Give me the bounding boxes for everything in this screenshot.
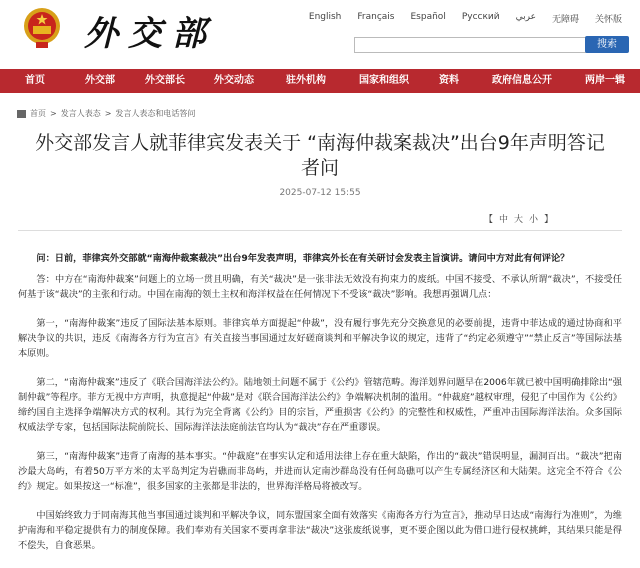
font-size-medium-button[interactable]: 中 — [499, 215, 509, 225]
language-bar — [301, 12, 630, 25]
accessibility-link[interactable]: 无障碍 — [551, 15, 579, 25]
nav-item-minister[interactable]: 外交部长 — [145, 75, 185, 86]
lang-russian-link[interactable]: Русский — [461, 12, 500, 22]
site-header — [0, 0, 640, 68]
nav-item-missions[interactable]: 驻外机构 — [286, 75, 326, 86]
breadcrumb-home[interactable]: 首页 — [30, 109, 46, 118]
article-title: 外交部发言人就菲律宾发表关于 “南海仲裁案裁决”出台9年声明答记者问 — [35, 132, 605, 179]
breadcrumb — [17, 108, 195, 119]
nav-item-gov-info[interactable]: 政府信息公开 — [492, 75, 552, 86]
lang-spanish-link[interactable]: Español — [410, 12, 446, 22]
search-button[interactable]: 搜索 — [585, 36, 629, 53]
body-paragraph-2: 第二，“南海仲裁案”违反了《联合国海洋法公约》。陆地领土问题不属于《公约》管辖范畴。海洋划界问题早在2006年就已被中国明确排除出“强制仲裁”等程序。菲方无视中方声明，执意提起“仲裁”是对《联合国海洋法公约》争端解决机制的滥用。“仲裁庭”越权审理，侵犯了中国作为《公约》缔约国自主选择争端解决方式的权利。其行为完全背离《公约》目的宗旨，严重损害《公约》的完整性和权威性，严重冲击国际海洋法治。众多国际权威法学专家，包括国际法院前院长、国际海洋法法庭前法官均认为“裁决”存在严重谬误。 — [18, 377, 622, 433]
lang-english-link[interactable]: English — [308, 12, 342, 22]
bracket-close: 】 — [544, 215, 554, 225]
body-paragraph-3: 第三，“南海仲裁案”违背了南海的基本事实。“仲裁庭”在事实认定和适用法律上存在重大缺陷，作出的“裁决”错误明显，漏洞百出。“裁决”把南沙最大岛屿，有着50万平方米的太平岛判定为岩礁而非岛屿，并进而认定南沙群岛没有任何岛礁可以产生专属经济区和大陆架。这完全不符合《公约》规定。如果按这一“标准”，很多国家的主张都是非法的，世界海洋格局将被改写。 — [18, 451, 622, 492]
lang-arabic-link[interactable]: عربي — [515, 12, 536, 22]
article-body — [18, 251, 622, 567]
font-size-controls — [484, 212, 553, 225]
breadcrumb-separator: > — [104, 109, 112, 118]
font-size-small-button[interactable]: 小 — [529, 215, 539, 225]
nav-item-home[interactable]: 首页 — [25, 75, 45, 86]
main-nav — [0, 69, 640, 93]
nav-item-resources[interactable]: 资料 — [439, 75, 459, 86]
question-paragraph: 问：日前，菲律宾外交部就“南海仲裁案裁决”出台9年发表声明，菲律宾外长在有关研讨会发表主旨演讲。请问中方对此有何评论？ — [36, 253, 570, 264]
home-icon — [17, 110, 26, 118]
nav-item-countries[interactable]: 国家和组织 — [359, 75, 409, 86]
bracket-open: 【 — [484, 215, 494, 225]
font-size-large-button[interactable]: 大 — [514, 215, 524, 225]
care-mode-link[interactable]: 关怀版 — [594, 15, 622, 25]
national-emblem-icon[interactable] — [22, 6, 62, 50]
body-paragraph-1: 第一，“南海仲裁案”违反了国际法基本原则。菲律宾单方面提起“仲裁”，没有履行事先充分交换意见的必要前提，违背中菲达成的通过协商和平解决争议的共识，违反《南海各方行为宣言》有关直接当事国通过友好磋商谈判和平解决争议的规定，违背了“约定必须遵守”“禁止反言”等国际法基本原则。 — [18, 318, 622, 359]
breadcrumb-current[interactable]: 发言人表态和电话答问 — [115, 109, 196, 118]
search-input[interactable] — [354, 37, 594, 53]
lang-french-link[interactable]: Français — [357, 12, 395, 22]
breadcrumb-separator: > — [50, 109, 57, 118]
nav-item-diplomatic-news[interactable]: 外交动态 — [214, 75, 254, 86]
article-date: 2025-07-12 15:55 — [279, 188, 361, 198]
divider — [18, 230, 622, 231]
nav-item-ministry[interactable]: 外交部 — [85, 75, 115, 86]
nav-item-cross-strait[interactable]: 两岸一辑 — [585, 75, 625, 86]
body-paragraph-4: 中国始终致力于同南海其他当事国通过谈判和平解决争议，同东盟国家全面有效落实《南海各方行为宣言》，推动早日达成“南海行为准则”，为维护南海和平稳定提供有力的制度保障。我们奉劝有关国家不要再拿非法“裁决”这张废纸说事，更不要企图以此为借口进行侵权挑衅，其结果只能是得不偿失，自食恶果。 — [18, 510, 622, 551]
site-logo-text[interactable]: 外交部 — [84, 14, 216, 54]
breadcrumb-spokesperson[interactable]: 发言人表态 — [60, 109, 101, 118]
answer-paragraph: 答：中方在“南海仲裁案”问题上的立场一贯且明确，有关“裁决”是一张非法无效没有拘束力的废纸。中国不接受、不承认所谓“裁决”，不接受任何基于该“裁决”的主张和行动。中国在南海的领土主权和海洋权益在任何情况下不受该“裁决”影响。我想再强调几点： — [18, 274, 622, 300]
